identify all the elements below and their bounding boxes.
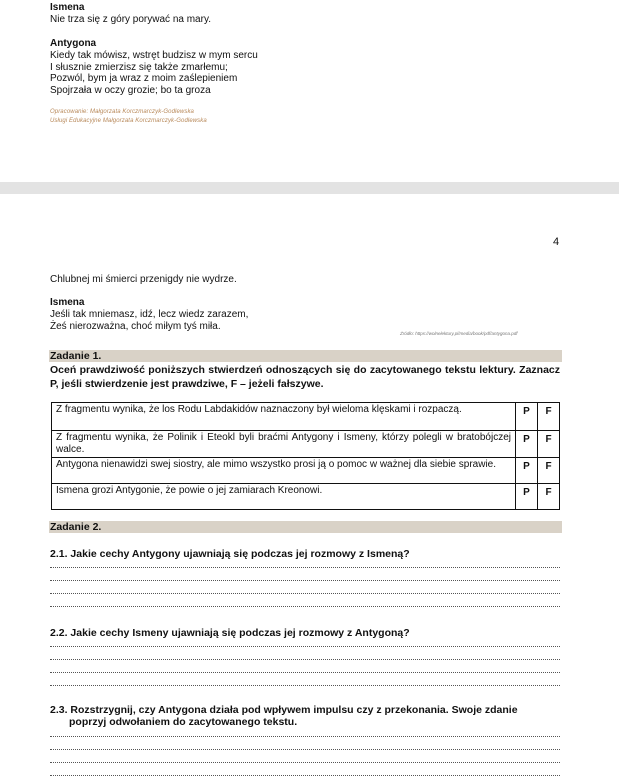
task1-heading: Zadanie 1. (49, 350, 562, 362)
false-option[interactable]: F (538, 403, 560, 431)
source-citation: Źródło: https://wolnelektury.pl/media/book/pdf/antygona.pdf (400, 331, 518, 336)
company-credit: Usługi Edukacyjne Małgorzata Korczmarczyk-Godlewska (50, 118, 207, 124)
answer-line[interactable] (50, 580, 560, 581)
false-option[interactable]: F (538, 484, 560, 510)
verse-line: Pozwól, bym ja wraz z moim zaślepieniem (50, 73, 238, 84)
verse-line: Nie trza się z góry porywać na mary. (50, 14, 211, 25)
speaker-antygona: Antygona (50, 38, 97, 49)
statement-cell: Ismena grozi Antygonie, że powie o jej zamiarach Kreonowi. (52, 484, 516, 510)
answer-line[interactable] (50, 606, 560, 607)
true-option[interactable]: P (516, 484, 538, 510)
task2-heading: Zadanie 2. (49, 521, 562, 533)
statement-cell: Antygona nienawidzi swej siostry, ale mimo wszystko prosi ją o pomoc w ważnej dla siebie sprawie. (52, 458, 516, 484)
speaker-ismena: Ismena (50, 297, 85, 308)
answer-line[interactable] (50, 762, 560, 763)
statement-cell: Z fragmentu wynika, że Polinik i Eteokl byli braćmi Antygony i Ismeny, którzy polegli w bratobójczej walce. (52, 431, 516, 458)
false-option[interactable]: F (538, 431, 560, 458)
true-false-table (51, 402, 560, 510)
verse-line: Żeś nierozważna, choć miłym tyś miła. (50, 320, 221, 332)
true-option[interactable]: P (516, 431, 538, 458)
task1-instruction: Oceń prawdziwość poniższych stwierdzeń odnoszących się do zacytowanego tekstu lektury. Zaznacz P, jeśli stwierdzenie jest prawdziwe, F – jeżeli fałszywe. (50, 364, 560, 390)
question-2-1: 2.1. Jakie cechy Antygony ujawniają się podczas jej rozmowy z Ismeną? (50, 548, 410, 560)
table-row (52, 431, 560, 458)
verse-line: Chlubnej mi śmierci przenigdy nie wydrze. (50, 274, 237, 285)
answer-line[interactable] (50, 672, 560, 673)
answer-line[interactable] (50, 775, 560, 776)
page-separator (0, 182, 619, 194)
verse-line: Jeśli tak mniemasz, idź, lecz wiedz zarazem, (50, 309, 249, 320)
page-number: 4 (553, 236, 560, 248)
true-option[interactable]: P (516, 458, 538, 484)
table-row (52, 458, 560, 484)
verse-line: I słusznie zmierzisz się także zmarłemu; (50, 61, 228, 73)
speaker-ismena: Ismena (50, 2, 85, 13)
answer-line[interactable] (50, 685, 560, 686)
verse-line: Kiedy tak mówisz, wstręt budzisz w mym sercu (50, 50, 258, 61)
question-2-3: 2.3. Rozstrzygnij, czy Antygona działa pod wpływem impulsu czy z przekonania. Swoje zdanie (50, 704, 518, 716)
table-row (52, 484, 560, 510)
question-2-2: 2.2. Jakie cechy Ismeny ujawniają się podczas jej rozmowy z Antygoną? (50, 627, 410, 639)
table-row (52, 403, 560, 431)
verse-line: Spojrzała w oczy grozie; bo ta groza (50, 84, 211, 96)
author-credit: Opracowanie: Małgorzata Korczmarczyk-Godlewska (50, 109, 194, 115)
true-option[interactable]: P (516, 403, 538, 431)
statement-cell: Z fragmentu wynika, że los Rodu Labdakidów naznaczony był wieloma klęskami i rozpaczą. (52, 403, 516, 431)
answer-line[interactable] (50, 736, 560, 737)
answer-line[interactable] (50, 646, 560, 647)
answer-line[interactable] (50, 749, 560, 750)
answer-line[interactable] (50, 659, 560, 660)
answer-line[interactable] (50, 593, 560, 594)
answer-line[interactable] (50, 567, 560, 568)
false-option[interactable]: F (538, 458, 560, 484)
question-2-3-continuation: poprzyj odwołaniem do zacytowanego tekstu. (69, 716, 298, 728)
